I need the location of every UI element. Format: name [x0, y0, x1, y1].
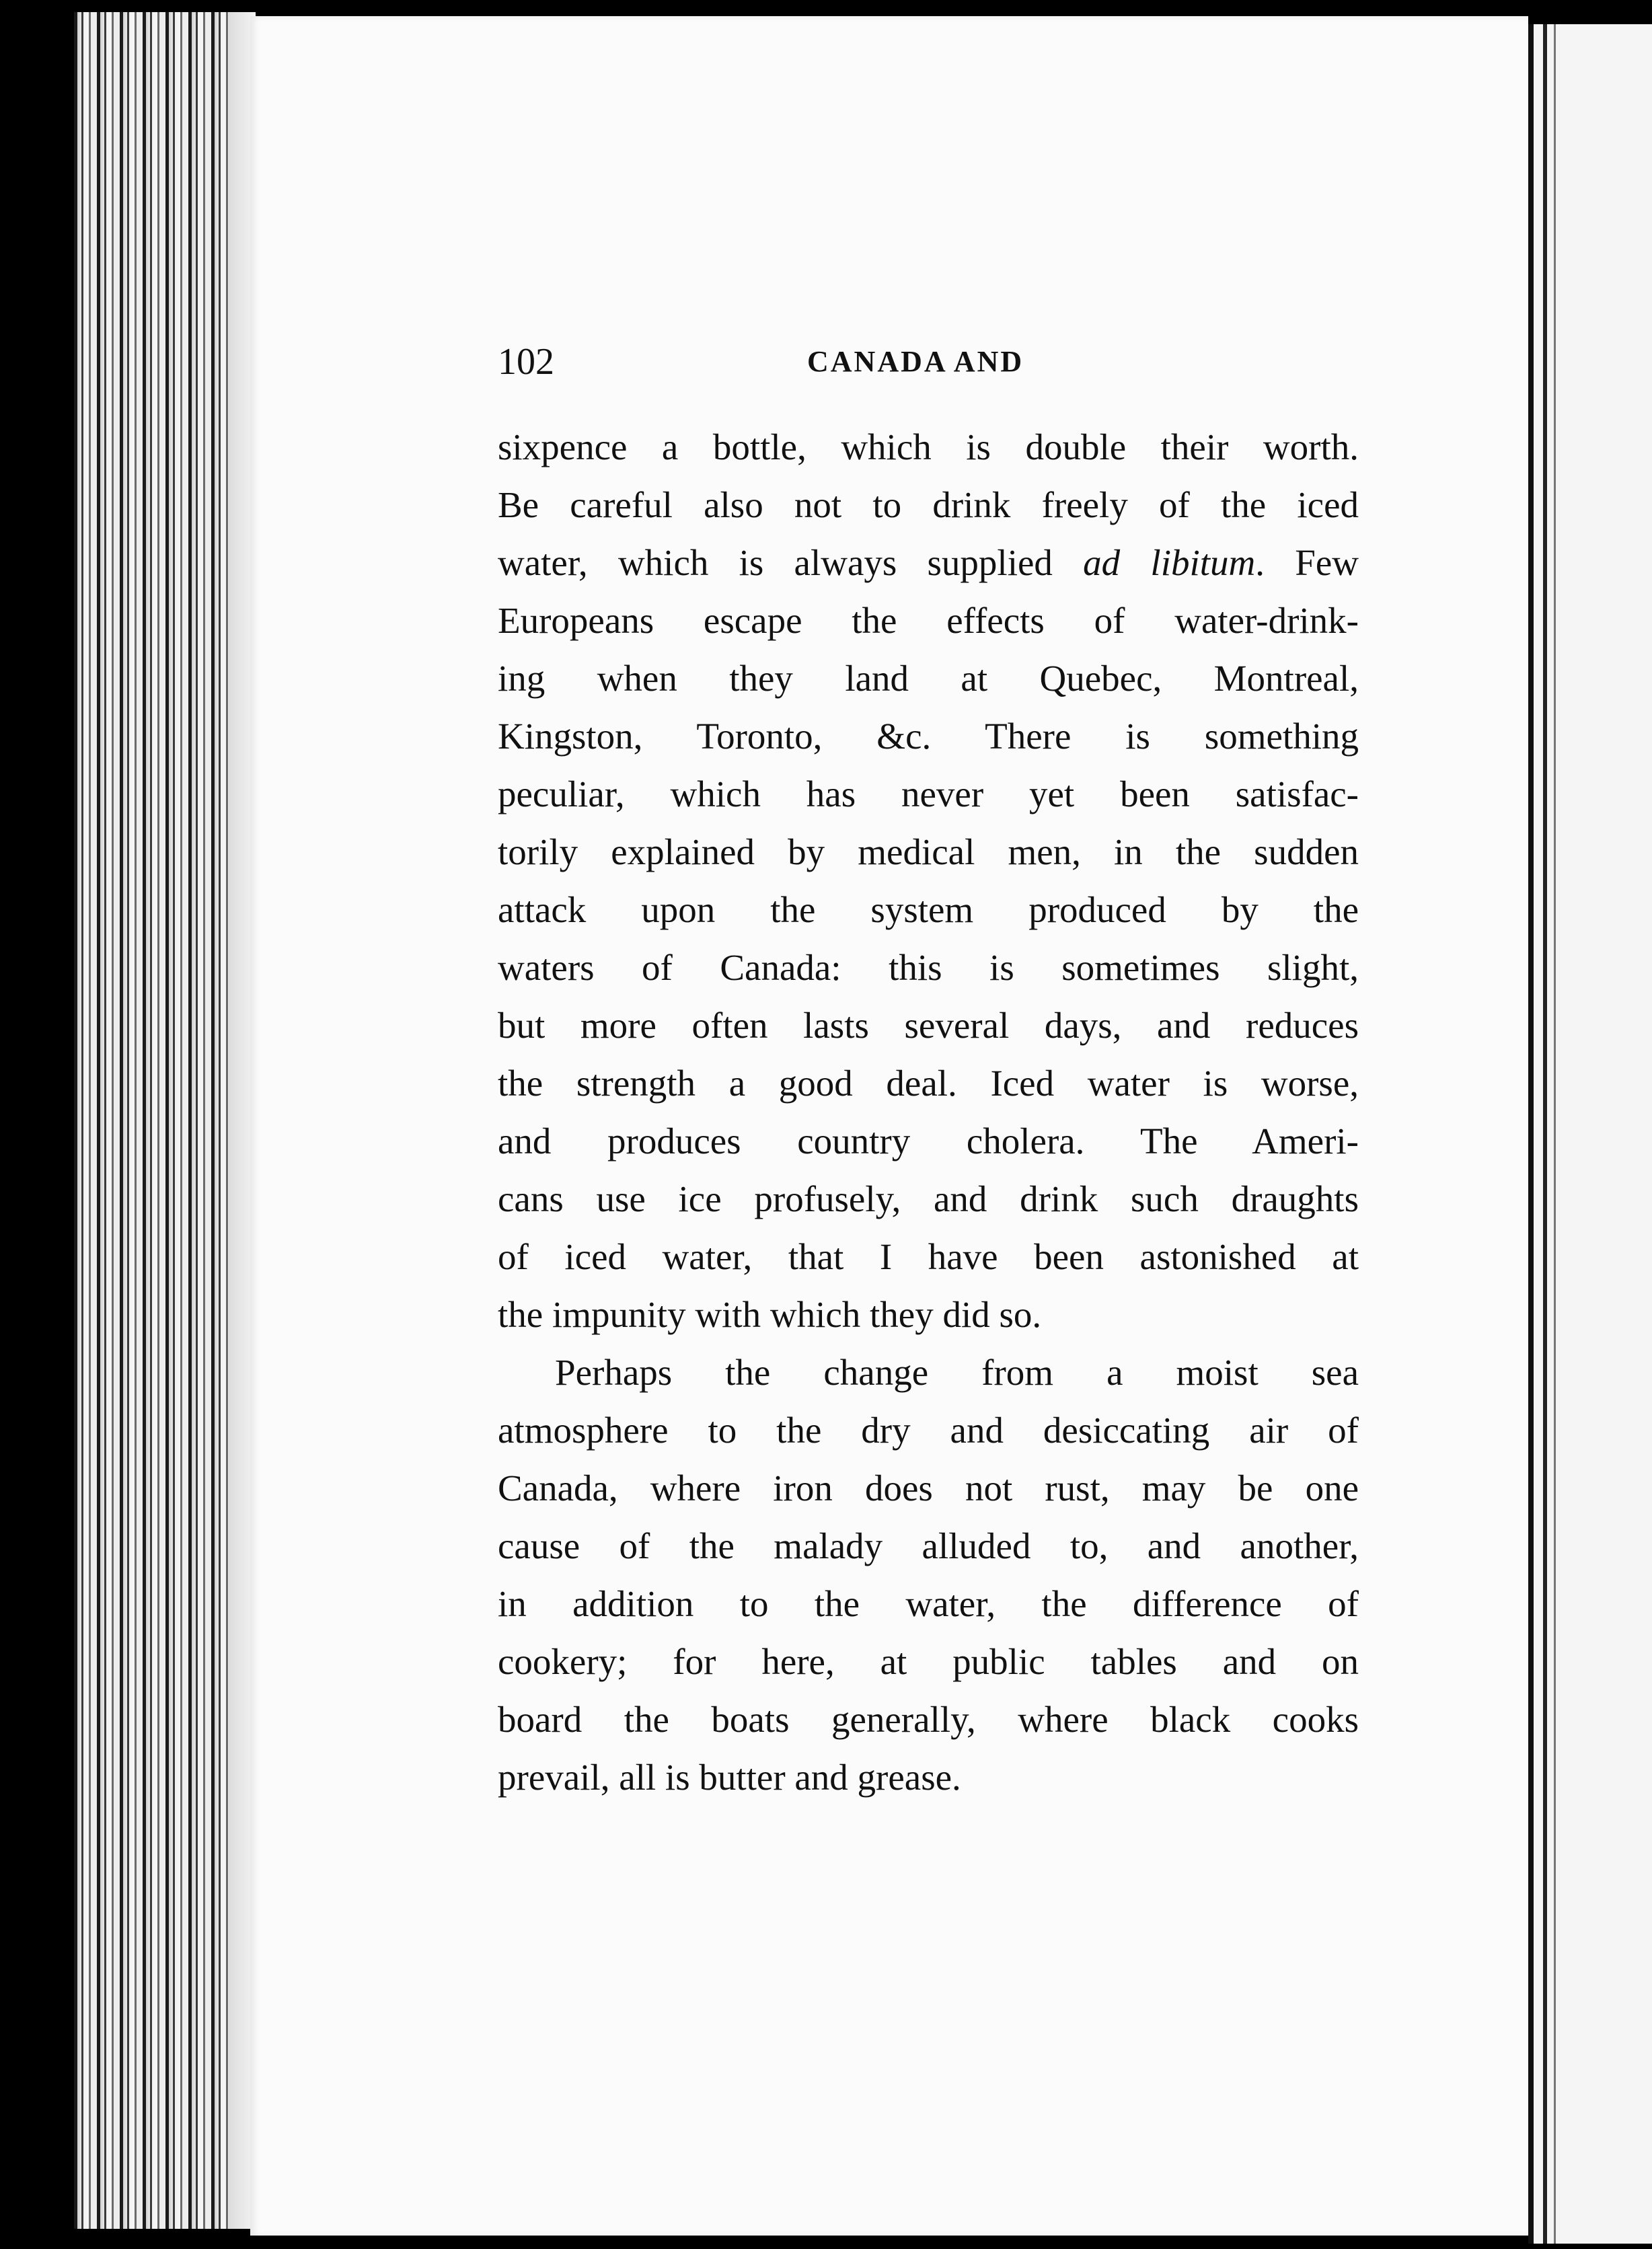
paragraph-2 [498, 1344, 1359, 1806]
text-line: waters of Canada: this is sometimes slight, [498, 947, 1359, 988]
facing-page-edge [1528, 24, 1652, 2244]
text-line: Canada, where iron does not rust, may be one [498, 1467, 1359, 1509]
text-line: the impunity with which they did so. [498, 1294, 1042, 1335]
text-line: Perhaps the change from a moist sea [555, 1352, 1359, 1393]
running-head [498, 335, 1379, 389]
text-line: sixpence a bottle, which is double their worth. [498, 426, 1359, 467]
text-line: water, which is always supplied ad libitum. Few [498, 542, 1359, 583]
stacked-page-edges [74, 12, 256, 2229]
italic-phrase: ad libitum [1083, 542, 1256, 583]
text-line: in addition to the water, the difference of [498, 1583, 1359, 1624]
text-line: and produces country cholera. The Ameri- [498, 1120, 1359, 1161]
text-line: Kingston, Toronto, &c. There is something [498, 716, 1359, 757]
text-line: board the boats generally, where black cooks [498, 1699, 1359, 1740]
text-line: Europeans escape the effects of water-drink- [498, 600, 1359, 641]
paragraph-1 [498, 418, 1359, 1344]
text-line: cookery; for here, at public tables and on [498, 1641, 1359, 1682]
text-line: torily explained by medical men, in the sudden [498, 831, 1359, 872]
body-text [498, 418, 1359, 1806]
running-title: CANADA AND [807, 345, 1024, 378]
text-line: of iced water, that I have been astonished at [498, 1236, 1359, 1277]
text-line: atmosphere to the dry and desiccating air of [498, 1410, 1359, 1451]
page-number: 102 [498, 341, 554, 383]
text-line: Be careful also not to drink freely of the iced [498, 484, 1359, 525]
text-line: ing when they land at Quebec, Montreal, [498, 658, 1359, 699]
text-line: peculiar, which has never yet been satisfac- [498, 773, 1359, 814]
text-line: cause of the malady alluded to, and another, [498, 1525, 1359, 1566]
text-line: the strength a good deal. Iced water is worse, [498, 1063, 1359, 1104]
text-line: cans use ice profusely, and drink such draughts [498, 1178, 1359, 1219]
text-line: but more often lasts several days, and reduces [498, 1005, 1359, 1046]
text-line: attack upon the system produced by the [498, 889, 1359, 930]
text-line: prevail, all is butter and grease. [498, 1757, 961, 1798]
